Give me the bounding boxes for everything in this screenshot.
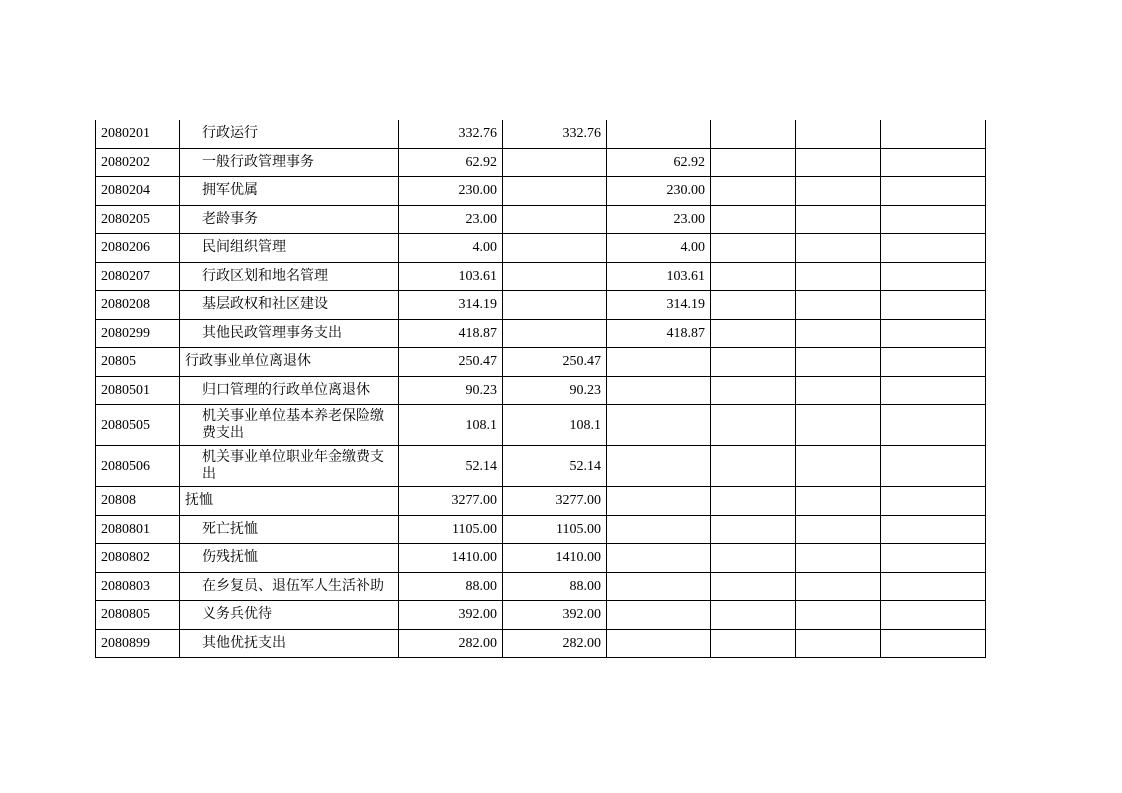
cell-empty [711, 487, 796, 516]
cell-subject-name: 机关事业单位基本养老保险缴费支出 [180, 405, 399, 446]
cell-project-expenditure [607, 601, 711, 630]
table-row [96, 601, 986, 630]
cell-total: 62.92 [399, 148, 503, 177]
cell-project-expenditure [607, 487, 711, 516]
cell-project-expenditure [607, 629, 711, 658]
cell-empty [711, 601, 796, 630]
cell-basic-expenditure [503, 262, 607, 291]
cell-subject-name: 在乡复员、退伍军人生活补助 [180, 572, 399, 601]
cell-subject-name: 伤残抚恤 [180, 544, 399, 573]
cell-empty [881, 629, 986, 658]
cell-project-expenditure [607, 120, 711, 148]
cell-empty [796, 629, 881, 658]
cell-total: 4.00 [399, 234, 503, 263]
cell-empty [711, 446, 796, 487]
cell-project-expenditure: 62.92 [607, 148, 711, 177]
cell-basic-expenditure [503, 177, 607, 206]
cell-subject-name: 基层政权和社区建设 [180, 291, 399, 320]
cell-empty [796, 319, 881, 348]
cell-subject-name: 老龄事务 [180, 205, 399, 234]
cell-basic-expenditure: 108.1 [503, 405, 607, 446]
cell-empty [711, 148, 796, 177]
cell-total: 230.00 [399, 177, 503, 206]
cell-empty [711, 405, 796, 446]
cell-basic-expenditure: 52.14 [503, 446, 607, 487]
table-row [96, 262, 986, 291]
cell-empty [711, 177, 796, 206]
cell-empty [881, 177, 986, 206]
cell-empty [711, 291, 796, 320]
cell-empty [711, 348, 796, 377]
cell-subject-name: 其他民政管理事务支出 [180, 319, 399, 348]
cell-basic-expenditure [503, 205, 607, 234]
cell-empty [711, 262, 796, 291]
cell-subject-name: 拥军优属 [180, 177, 399, 206]
cell-empty [881, 544, 986, 573]
cell-empty [796, 148, 881, 177]
cell-subject-code: 2080206 [96, 234, 180, 263]
cell-empty [881, 601, 986, 630]
cell-total: 88.00 [399, 572, 503, 601]
cell-empty [881, 120, 986, 148]
cell-basic-expenditure [503, 319, 607, 348]
cell-total: 392.00 [399, 601, 503, 630]
cell-total: 103.61 [399, 262, 503, 291]
cell-basic-expenditure: 90.23 [503, 376, 607, 405]
cell-subject-name: 死亡抚恤 [180, 515, 399, 544]
cell-empty [796, 376, 881, 405]
cell-basic-expenditure: 1105.00 [503, 515, 607, 544]
cell-subject-code: 2080506 [96, 446, 180, 487]
cell-subject-name: 民间组织管理 [180, 234, 399, 263]
cell-project-expenditure [607, 405, 711, 446]
cell-subject-code: 2080505 [96, 405, 180, 446]
cell-empty [711, 205, 796, 234]
cell-project-expenditure [607, 515, 711, 544]
cell-project-expenditure [607, 376, 711, 405]
cell-subject-name: 归口管理的行政单位离退休 [180, 376, 399, 405]
table-row [96, 446, 986, 487]
cell-empty [881, 572, 986, 601]
table-row [96, 291, 986, 320]
cell-empty [711, 319, 796, 348]
cell-basic-expenditure: 332.76 [503, 120, 607, 148]
cell-empty [711, 629, 796, 658]
cell-empty [881, 148, 986, 177]
cell-project-expenditure [607, 446, 711, 487]
cell-total: 52.14 [399, 446, 503, 487]
cell-subject-code: 20808 [96, 487, 180, 516]
table-row [96, 319, 986, 348]
cell-project-expenditure [607, 348, 711, 377]
cell-subject-code: 2080208 [96, 291, 180, 320]
cell-basic-expenditure: 3277.00 [503, 487, 607, 516]
cell-total: 418.87 [399, 319, 503, 348]
cell-subject-code: 2080299 [96, 319, 180, 348]
table-row [96, 148, 986, 177]
cell-basic-expenditure: 282.00 [503, 629, 607, 658]
cell-empty [711, 572, 796, 601]
cell-subject-code: 2080202 [96, 148, 180, 177]
cell-project-expenditure: 314.19 [607, 291, 711, 320]
cell-subject-name: 机关事业单位职业年金缴费支出 [180, 446, 399, 487]
cell-subject-code: 2080501 [96, 376, 180, 405]
cell-empty [796, 291, 881, 320]
cell-total: 314.19 [399, 291, 503, 320]
table-row [96, 234, 986, 263]
cell-basic-expenditure [503, 148, 607, 177]
cell-empty [881, 205, 986, 234]
cell-subject-code: 2080801 [96, 515, 180, 544]
cell-empty [881, 348, 986, 377]
cell-empty [796, 177, 881, 206]
cell-empty [711, 234, 796, 263]
cell-total: 3277.00 [399, 487, 503, 516]
cell-project-expenditure: 103.61 [607, 262, 711, 291]
cell-subject-name: 行政事业单位离退休 [180, 348, 399, 377]
cell-total: 250.47 [399, 348, 503, 377]
cell-subject-code: 2080205 [96, 205, 180, 234]
cell-empty [796, 262, 881, 291]
cell-basic-expenditure [503, 291, 607, 320]
cell-total: 108.1 [399, 405, 503, 446]
cell-empty [796, 515, 881, 544]
cell-empty [796, 544, 881, 573]
table-row [96, 177, 986, 206]
cell-basic-expenditure: 1410.00 [503, 544, 607, 573]
cell-project-expenditure: 418.87 [607, 319, 711, 348]
cell-total: 282.00 [399, 629, 503, 658]
cell-empty [881, 291, 986, 320]
table-row [96, 487, 986, 516]
expenditure-table [95, 120, 986, 658]
cell-subject-name: 其他优抚支出 [180, 629, 399, 658]
cell-subject-code: 2080803 [96, 572, 180, 601]
table-body [96, 120, 986, 658]
table-row [96, 348, 986, 377]
table-row [96, 544, 986, 573]
cell-empty [796, 120, 881, 148]
cell-empty [796, 487, 881, 516]
cell-subject-name: 抚恤 [180, 487, 399, 516]
cell-empty [881, 446, 986, 487]
cell-total: 1105.00 [399, 515, 503, 544]
cell-project-expenditure [607, 572, 711, 601]
cell-total: 23.00 [399, 205, 503, 234]
cell-empty [881, 234, 986, 263]
cell-empty [711, 515, 796, 544]
cell-empty [711, 376, 796, 405]
cell-basic-expenditure: 250.47 [503, 348, 607, 377]
cell-total: 332.76 [399, 120, 503, 148]
table-row [96, 405, 986, 446]
cell-project-expenditure [607, 544, 711, 573]
cell-basic-expenditure [503, 234, 607, 263]
cell-empty [796, 572, 881, 601]
cell-empty [711, 544, 796, 573]
table-row [96, 629, 986, 658]
cell-total: 1410.00 [399, 544, 503, 573]
cell-subject-code: 2080802 [96, 544, 180, 573]
table-row [96, 515, 986, 544]
cell-subject-code: 2080805 [96, 601, 180, 630]
cell-project-expenditure: 4.00 [607, 234, 711, 263]
cell-subject-code: 2080207 [96, 262, 180, 291]
cell-empty [796, 205, 881, 234]
cell-empty [881, 319, 986, 348]
cell-project-expenditure: 230.00 [607, 177, 711, 206]
cell-project-expenditure: 23.00 [607, 205, 711, 234]
cell-subject-code: 2080201 [96, 120, 180, 148]
cell-subject-code: 20805 [96, 348, 180, 377]
cell-empty [881, 487, 986, 516]
cell-subject-name: 行政运行 [180, 120, 399, 148]
cell-basic-expenditure: 392.00 [503, 601, 607, 630]
table-row [96, 572, 986, 601]
cell-subject-name: 义务兵优待 [180, 601, 399, 630]
cell-empty [881, 515, 986, 544]
cell-subject-code: 2080899 [96, 629, 180, 658]
table-row [96, 120, 986, 148]
cell-empty [796, 446, 881, 487]
cell-basic-expenditure: 88.00 [503, 572, 607, 601]
cell-empty [796, 405, 881, 446]
cell-subject-code: 2080204 [96, 177, 180, 206]
cell-total: 90.23 [399, 376, 503, 405]
cell-empty [796, 234, 881, 263]
cell-subject-name: 一般行政管理事务 [180, 148, 399, 177]
table-row [96, 205, 986, 234]
cell-subject-name: 行政区划和地名管理 [180, 262, 399, 291]
cell-empty [881, 262, 986, 291]
cell-empty [881, 376, 986, 405]
cell-empty [881, 405, 986, 446]
cell-empty [796, 348, 881, 377]
cell-empty [796, 601, 881, 630]
table-row [96, 376, 986, 405]
cell-empty [711, 120, 796, 148]
